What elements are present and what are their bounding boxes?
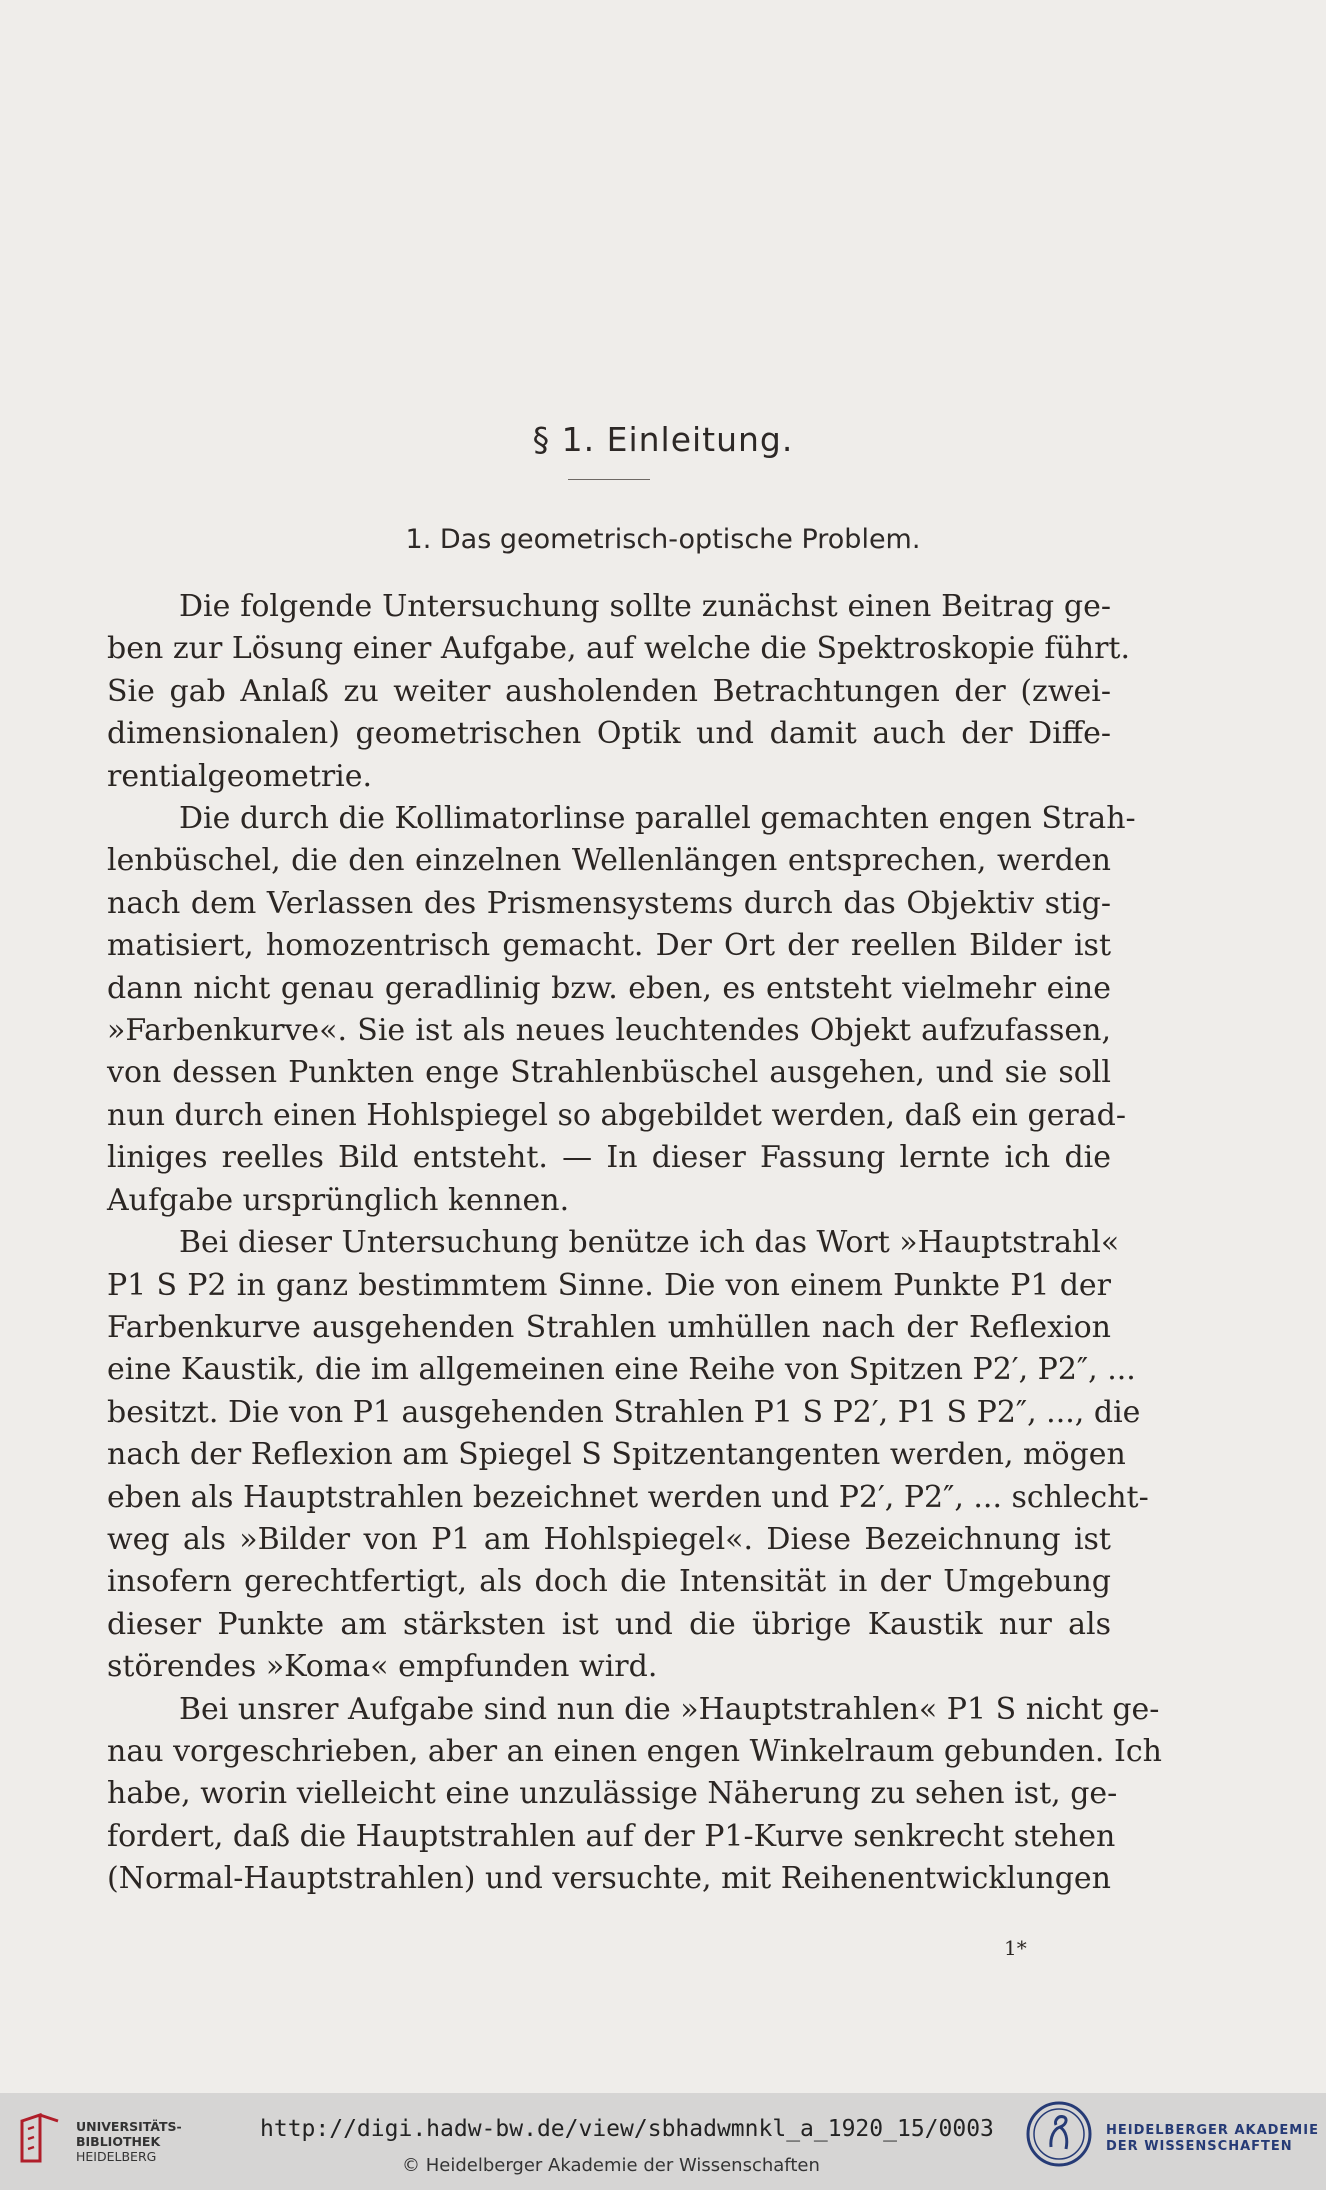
footer-bar bbox=[0, 2093, 1326, 2190]
text-line: matisiert, homozentrisch gemacht. Der Ort der reellen Bilder ist bbox=[107, 928, 1111, 964]
paragraph-3 bbox=[107, 1222, 1149, 1688]
text-line: nau vorgeschrieben, aber an einen engen Winkelraum gebunden. Ich bbox=[107, 1733, 1162, 1769]
paragraph-1 bbox=[107, 586, 1131, 798]
text-line: rentialgeometrie. bbox=[107, 758, 373, 794]
text-line: dimensionalen) geometrischen Optik und damit auch der Diffe- bbox=[107, 716, 1111, 752]
text-line: Die durch die Kollimatorlinse parallel gemachten engen Strah- bbox=[179, 801, 1136, 837]
text-line: (Normal-Hauptstrahlen) und versuchte, mit Reihenentwicklungen bbox=[107, 1861, 1111, 1897]
source-url-link[interactable]: http://digi.hadw-bw.de/view/sbhadwmnkl_a_1920_15/0003 bbox=[260, 2116, 994, 2142]
academy-name bbox=[1106, 2123, 1319, 2155]
paragraph-2 bbox=[107, 798, 1136, 1222]
text-line: insofern gerechtfertigt, als doch die Intensität in der Umgebung bbox=[107, 1564, 1111, 1600]
paragraph-4 bbox=[107, 1689, 1162, 1901]
text-line: lenbüschel, die den einzelnen Wellenlängen entsprechen, werden bbox=[107, 843, 1111, 879]
text-line: von dessen Punkten enge Strahlenbüschel ausgehen, und sie soll bbox=[107, 1055, 1111, 1091]
text-line: nach dem Verlassen des Prismensystems durch das Objektiv stig- bbox=[107, 885, 1111, 921]
text-line: P1 S P2 in ganz bestimmtem Sinne. Die von einem Punkte P1 der bbox=[107, 1267, 1111, 1303]
text-line: Aufgabe ursprünglich kennen. bbox=[107, 1182, 570, 1218]
text-line: Sie gab Anlaß zu weiter ausholenden Betrachtungen der (zwei- bbox=[107, 673, 1111, 709]
academy-name-line: HEIDELBERGER AKADEMIE bbox=[1106, 2123, 1319, 2138]
library-name-line: BIBLIOTHEK bbox=[76, 2134, 161, 2149]
text-line: fordert, daß die Hauptstrahlen auf der P1-Kurve senkrecht stehen bbox=[107, 1818, 1116, 1854]
text-line: Farbenkurve ausgehenden Strahlen umhüllen nach der Reflexion bbox=[107, 1309, 1111, 1345]
academy-name-line: DER WISSENSCHAFTEN bbox=[1106, 2139, 1293, 2154]
text-line: störendes »Koma« empfunden wird. bbox=[107, 1649, 658, 1685]
text-line: liniges reelles Bild entsteht. — In dieser Fassung lernte ich die bbox=[107, 1140, 1111, 1176]
library-name-line: UNIVERSITÄTS- bbox=[76, 2119, 182, 2134]
academy-seal-icon bbox=[1024, 2099, 1094, 2169]
text-line: »Farbenkurve«. Sie ist als neues leuchtendes Objekt aufzufassen, bbox=[107, 1013, 1111, 1049]
text-line: besitzt. Die von P1 ausgehenden Strahlen P1 S P2′, P1 S P2″, ..., die bbox=[107, 1394, 1141, 1430]
subsection-title: 1. Das geometrisch-optische Problem. bbox=[405, 524, 921, 555]
library-name-line: HEIDELBERG bbox=[76, 2149, 157, 2164]
page-number: 1* bbox=[1004, 1936, 1027, 1960]
library-name bbox=[76, 2119, 182, 2164]
text-line: dann nicht genau geradlinig bzw. eben, es entsteht vielmehr eine bbox=[107, 970, 1111, 1006]
text-line: weg als »Bilder von P1 am Hohlspiegel«. Diese Bezeichnung ist bbox=[107, 1521, 1111, 1557]
text-line: ben zur Lösung einer Aufgabe, auf welche die Spektroskopie führt. bbox=[107, 631, 1131, 667]
university-library-logo-icon bbox=[14, 2111, 64, 2167]
text-line: Bei dieser Untersuchung benütze ich das Wort »Hauptstrahl« bbox=[179, 1225, 1120, 1261]
text-line: Die folgende Untersuchung sollte zunächst einen Beitrag ge- bbox=[179, 589, 1111, 624]
copyright-notice: © Heidelberger Akademie der Wissenschaften bbox=[402, 2155, 820, 2176]
section-title: § 1. Einleitung. bbox=[532, 420, 794, 459]
text-line: Bei unsrer Aufgabe sind nun die »Hauptstrahlen« P1 S nicht ge- bbox=[179, 1691, 1160, 1727]
text-line: nach der Reflexion am Spiegel S Spitzentangenten werden, mögen bbox=[107, 1437, 1126, 1473]
title-divider bbox=[568, 479, 650, 480]
text-line: eine Kaustik, die im allgemeinen eine Reihe von Spitzen P2′, P2″, ... bbox=[107, 1352, 1136, 1388]
text-line: eben als Hauptstrahlen bezeichnet werden und P2′, P2″, ... schlecht- bbox=[107, 1479, 1149, 1515]
body-text bbox=[107, 586, 1162, 1901]
text-line: habe, worin vielleicht eine unzulässige Näherung zu sehen ist, ge- bbox=[107, 1776, 1118, 1812]
text-line: dieser Punkte am stärksten ist und die übrige Kaustik nur als bbox=[107, 1606, 1111, 1642]
text-line: nun durch einen Hohlspiegel so abgebildet werden, daß ein gerad- bbox=[107, 1097, 1126, 1133]
